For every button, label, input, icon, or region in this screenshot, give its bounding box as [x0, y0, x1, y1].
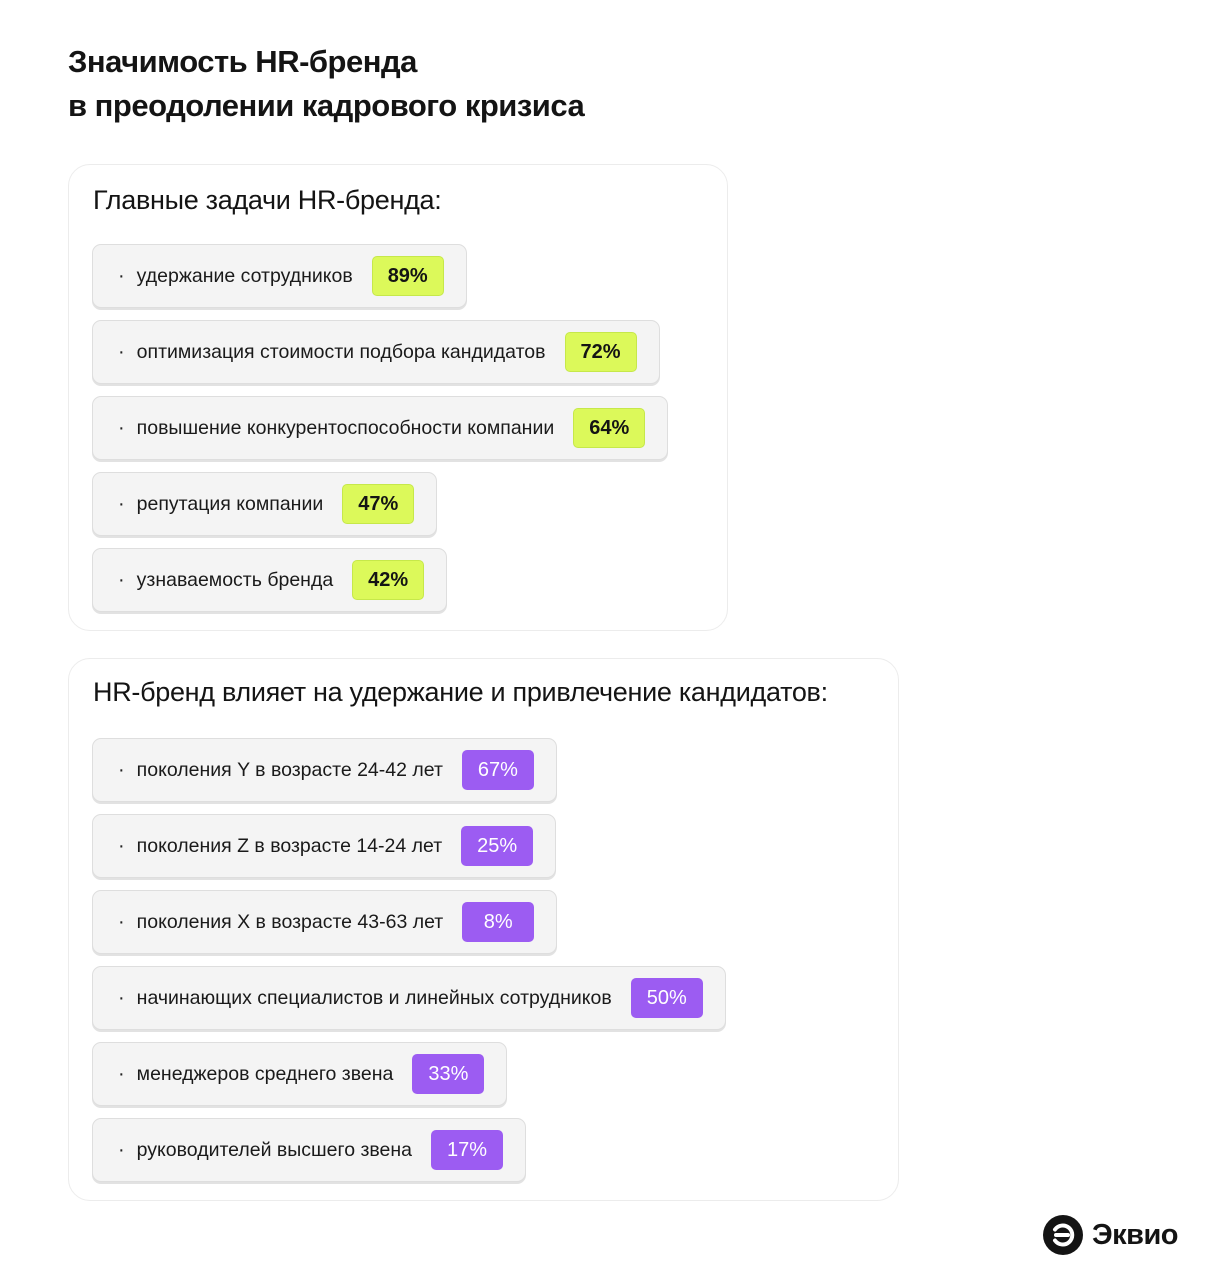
bullet: ·: [118, 911, 125, 933]
influence-item-label: поколения Z в возрасте 14-24 лет: [136, 834, 443, 857]
bullet: ·: [118, 987, 125, 1009]
ekvio-logo-icon: [1042, 1214, 1084, 1256]
influence-item-generation-z: [92, 814, 556, 878]
percent-badge: 25%: [461, 826, 533, 866]
tasks-list: [92, 244, 668, 612]
percent-badge: 89%: [372, 256, 444, 296]
percent-badge: 8%: [462, 902, 534, 942]
task-item-label: удержание сотрудников: [136, 264, 353, 287]
tasks-panel-title: Главные задачи HR-бренда:: [93, 185, 442, 215]
page-title-line-2: в преодолении кадрового кризиса: [68, 88, 585, 123]
page-title-line-1: Значимость HR-бренда: [68, 44, 417, 79]
influence-item-label: менеджеров среднего звена: [136, 1062, 394, 1085]
task-item-label: повышение конкурентоспособности компании: [136, 416, 555, 439]
percent-badge: 17%: [431, 1130, 503, 1170]
influence-item-generation-x: [92, 890, 557, 954]
bullet: ·: [118, 341, 125, 363]
task-item-reputation: [92, 472, 437, 536]
task-item-competitiveness: [92, 396, 668, 460]
hr-brand-tasks-panel: [68, 164, 728, 631]
bullet: ·: [118, 417, 125, 439]
influence-item-middle-managers: [92, 1042, 507, 1106]
percent-badge: 72%: [565, 332, 637, 372]
task-item-brand-awareness: [92, 548, 447, 612]
influence-item-label: начинающих специалистов и линейных сотрудников: [136, 986, 612, 1009]
percent-badge: 50%: [631, 978, 703, 1018]
influence-item-junior-staff: [92, 966, 726, 1030]
percent-badge: 33%: [412, 1054, 484, 1094]
percent-badge: 42%: [352, 560, 424, 600]
task-item-hiring-cost: [92, 320, 660, 384]
bullet: ·: [118, 1063, 125, 1085]
influence-item-generation-y: [92, 738, 557, 802]
task-item-label: оптимизация стоимости подбора кандидатов: [136, 340, 546, 363]
influence-list: [92, 738, 726, 1182]
logo-text: Эквио: [1091, 1218, 1178, 1251]
bullet: ·: [118, 265, 125, 287]
influence-item-label: поколения X в возрасте 43-63 лет: [136, 910, 444, 933]
bullet: ·: [118, 1139, 125, 1161]
task-item-label: узнаваемость бренда: [136, 568, 334, 591]
influence-panel-title: HR-бренд влияет на удержание и привлечение кандидатов:: [93, 677, 828, 707]
influence-item-label: руководителей высшего звена: [136, 1138, 413, 1161]
influence-item-top-managers: [92, 1118, 526, 1182]
bullet: ·: [118, 835, 125, 857]
bullet: ·: [118, 493, 125, 515]
task-item-retention: [92, 244, 467, 308]
ekvio-logo: [1042, 1214, 1178, 1256]
bullet: ·: [118, 569, 125, 591]
percent-badge: 47%: [342, 484, 414, 524]
percent-badge: 67%: [462, 750, 534, 790]
bullet: ·: [118, 759, 125, 781]
percent-badge: 64%: [573, 408, 645, 448]
page-title: [68, 40, 584, 128]
hr-brand-influence-panel: [68, 658, 899, 1201]
task-item-label: репутация компании: [136, 492, 324, 515]
influence-item-label: поколения Y в возрасте 24-42 лет: [136, 758, 443, 781]
